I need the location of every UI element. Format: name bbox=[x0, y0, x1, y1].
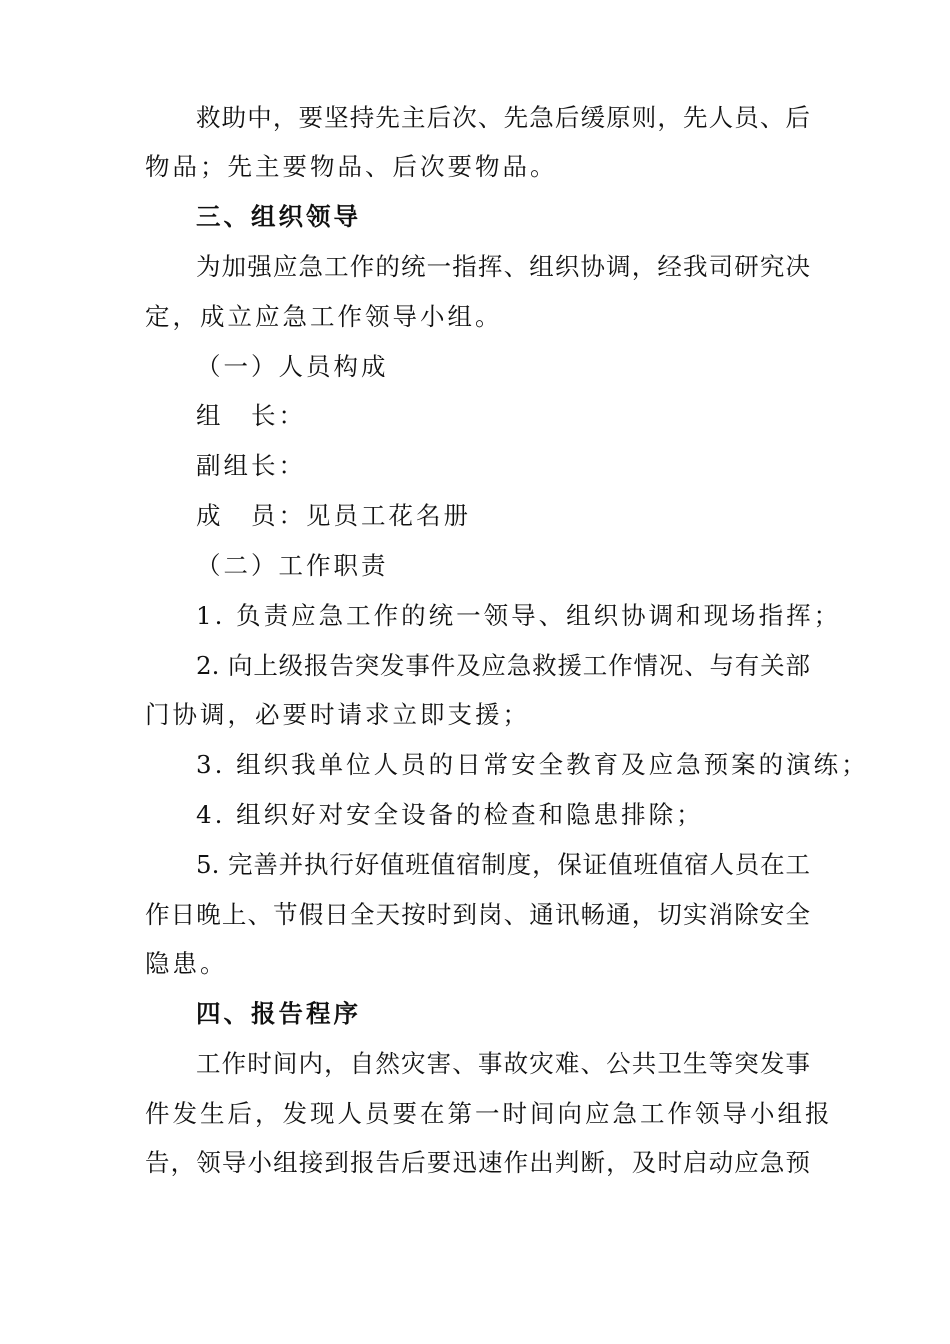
list-item-continuation: 作日晚上、节假日全天按时到岗、通讯畅通，切实消除安全 bbox=[145, 900, 810, 929]
paragraph-line: 物品；先主要物品、后次要物品。 bbox=[145, 152, 558, 181]
subsection-heading: （二）工作职责 bbox=[196, 551, 389, 580]
list-item: 3. 组织我单位人员的日常安全教育及应急预案的演练； bbox=[196, 750, 869, 779]
paragraph-line: 工作时间内，自然灾害、事故灾难、公共卫生等突发事 bbox=[196, 1049, 810, 1078]
list-item: 2. 向上级报告突发事件及应急救援工作情况、与有关部 bbox=[196, 651, 810, 680]
paragraph-line: 告，领导小组接到报告后要迅速作出判断，及时启动应急预 bbox=[145, 1148, 810, 1177]
section-heading: 四、报告程序 bbox=[196, 999, 361, 1028]
member-line: 组 长： bbox=[196, 401, 306, 430]
section-heading: 三、组织领导 bbox=[196, 202, 361, 231]
member-line: 副组长： bbox=[196, 451, 306, 480]
list-item-continuation: 门协调，必要时请求立即支援； bbox=[145, 700, 530, 729]
list-item-continuation: 隐患。 bbox=[145, 949, 228, 978]
subsection-heading: （一）人员构成 bbox=[196, 352, 389, 381]
list-item: 5. 完善并执行好值班值宿制度，保证值班值宿人员在工 bbox=[196, 850, 810, 879]
paragraph-line: 定，成立应急工作领导小组。 bbox=[145, 302, 503, 331]
paragraph-line: 件发生后，发现人员要在第一时间向应急工作领导小组报 bbox=[145, 1099, 833, 1128]
paragraph-line: 救助中，要坚持先主后次、先急后缓原则，先人员、后 bbox=[196, 103, 810, 132]
list-item: 1. 负责应急工作的统一领导、组织协调和现场指挥； bbox=[196, 601, 842, 630]
member-line: 成 员：见员工花名册 bbox=[196, 501, 471, 530]
paragraph-line: 为加强应急工作的统一指挥、组织协调，经我司研究决 bbox=[196, 252, 810, 281]
list-item: 4. 组织好对安全设备的检查和隐患排除； bbox=[196, 800, 704, 829]
